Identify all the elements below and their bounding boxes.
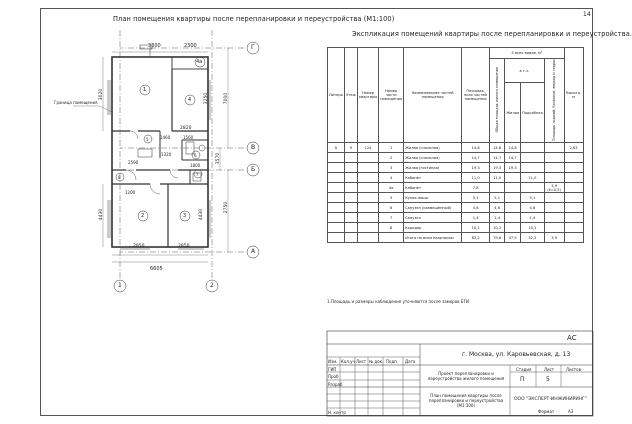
rev-header-doc: № док. — [369, 359, 384, 364]
dim-room2-height: 4430 — [199, 208, 205, 221]
dim-top: 3300 — [148, 43, 161, 49]
dim-bottom-1: 2850 — [178, 244, 190, 249]
person-role-nkontr: Н. контр — [328, 410, 346, 415]
cell-part-number: 5 — [379, 193, 404, 203]
header-part-name: Наименование частей помещения — [404, 48, 462, 143]
cell-litera: А — [328, 143, 345, 153]
cell-aux-area — [521, 153, 545, 163]
dim-left-1: 3020 — [99, 88, 105, 101]
sheet-corner-mark: 14 — [583, 11, 591, 18]
cell-loggia-area — [544, 173, 564, 183]
axis-label-a: А — [251, 248, 256, 255]
room-boundary-legend: Граница помещения — [54, 100, 98, 105]
cell-floor — [344, 173, 357, 183]
room-label-4: 4 — [188, 97, 192, 103]
header-auxiliary: Подсобная — [521, 83, 545, 143]
cell-part-name: Итого по всем квартирам — [404, 233, 462, 243]
cell-living-area — [505, 173, 521, 183]
cell-height — [564, 223, 583, 233]
stamp-sheet-value: 5 — [546, 376, 550, 383]
cell-living-area: 14,7 — [505, 153, 521, 163]
cell-loggia-area — [544, 213, 564, 223]
cell-litera — [328, 203, 345, 213]
dim-top-right: 2300 — [184, 43, 197, 49]
table-row — [328, 173, 584, 183]
stamp-drawing-title: План помещения квартиры после перепланировки и переустройства (М1:100) — [428, 393, 504, 408]
cell-aux-area: 1,4 — [521, 213, 545, 223]
room-label-4a: 4а — [196, 59, 203, 65]
room-label-5: 5 — [146, 137, 149, 142]
cell-loggia-area — [544, 143, 564, 153]
cell-litera — [328, 223, 345, 233]
header-living: Жилая — [505, 83, 521, 143]
cell-apartment: 124 — [357, 143, 378, 153]
cell-height — [564, 233, 583, 243]
cell-living-area — [505, 193, 521, 203]
cell-total-area: 14,7 — [462, 153, 490, 163]
cell-apartment — [357, 173, 378, 183]
cell-part-number: 3 — [379, 163, 404, 173]
header-litera: Литера — [328, 48, 345, 143]
cell-part-name: Жилая (гостиная) — [404, 163, 462, 173]
cell-apartment — [357, 193, 378, 203]
cell-apartment — [357, 163, 378, 173]
cell-apartment — [357, 203, 378, 213]
cell-aux-area: 5,1 — [521, 193, 545, 203]
cell-total-area: 1,4 — [462, 213, 490, 223]
cell-height — [564, 193, 583, 203]
stamp-code: АС — [567, 334, 577, 342]
cell-loggia-area — [544, 153, 564, 163]
cell-loggia-area — [544, 223, 564, 233]
room-label-2: 2 — [141, 213, 145, 219]
cell-loggia-area — [544, 203, 564, 213]
footnote: 1.Площадь и размеры наблюдения уточняются после замеров БТИ — [327, 299, 469, 304]
header-height: Высота, м — [564, 48, 583, 143]
cell-loggia-area: 3,9 — [544, 233, 564, 243]
cell-loggia-area — [544, 193, 564, 203]
header-total-area: Площадь, всех частей помещения — [462, 48, 490, 143]
cell-common-area: 4,6 — [490, 203, 505, 213]
dim-room4-width: 2820 — [180, 126, 192, 131]
room-label-8: 8 — [118, 175, 121, 180]
cell-part-name: Кабинет — [404, 183, 462, 193]
stamp-address: г. Москва, ул. Каровьевская, д. 13 — [462, 351, 571, 358]
cell-common-area: 11,0 — [490, 173, 505, 183]
table-row — [328, 233, 584, 243]
table-row — [328, 183, 584, 193]
cell-apartment — [357, 233, 378, 243]
cell-litera — [328, 163, 345, 173]
cell-part-name: Кухня-ниша — [404, 193, 462, 203]
stamp-sheet-label: Лист — [544, 367, 555, 372]
dim-right-1: 7000 — [224, 92, 230, 105]
cell-total-area: 83,2 — [462, 233, 490, 243]
cell-part-number: 2 — [379, 153, 404, 163]
person-role-gip: ГИП — [328, 367, 337, 372]
dim-mid-1: 2590 — [128, 160, 139, 165]
cell-part-name: Кабинет — [404, 173, 462, 183]
header-common-area: Общая площадь жилого помещения — [495, 67, 500, 133]
room-label-3: 3 — [183, 213, 187, 219]
rev-header-date: Дата — [405, 359, 416, 364]
header-apartment: Номер квартиры — [357, 48, 378, 143]
table-row — [328, 223, 584, 233]
table-row — [328, 153, 584, 163]
room-label-7: 7 — [196, 172, 199, 177]
table-row — [328, 193, 584, 203]
cell-floor — [344, 193, 357, 203]
cell-common-area: 5,1 — [490, 193, 505, 203]
cell-part-number: 4 — [379, 173, 404, 183]
cell-apartment — [357, 153, 378, 163]
dim-left-2: 4430 — [99, 208, 105, 221]
stamp-company: ООО "ЭКСПЕРТ-ИНЖИНИРИНГ" — [514, 397, 587, 402]
table-row — [328, 163, 584, 173]
cell-part-number: 6 — [379, 203, 404, 213]
cell-total-area: 5,1 — [462, 193, 490, 203]
table-row — [328, 143, 584, 153]
cell-aux-area — [521, 183, 545, 193]
cell-total-area: 7,8 — [462, 183, 490, 193]
cell-living-area — [505, 183, 521, 193]
cell-apartment — [357, 213, 378, 223]
cell-common-area: 10,1 — [490, 223, 505, 233]
cell-living-area: 14,8 — [505, 143, 521, 153]
stamp-stage-label: Стадия — [516, 367, 532, 372]
cell-part-name: Коридор — [404, 223, 462, 233]
cell-common-area: 14,7 — [490, 153, 505, 163]
cell-part-name: Санузел (совмещённый) — [404, 203, 462, 213]
cell-living-area: 47,5 — [505, 233, 521, 243]
header-part-number: Номер части помещения — [379, 48, 404, 143]
cell-part-number: 7 — [379, 213, 404, 223]
cell-total-area: 10,1 — [462, 223, 490, 233]
stamp-format-value: А3 — [568, 409, 574, 414]
dim-mid-2: 1800 — [190, 163, 201, 168]
dim-right-2: 2750 — [224, 201, 230, 214]
header-incl: в т.ч. — [505, 59, 545, 83]
cell-apartment — [357, 183, 378, 193]
cell-aux-area: 4,6 — [521, 203, 545, 213]
dim-small-2: 1560 — [183, 135, 194, 140]
explication-title: Экспликация помещений квартиры после перепланировки и переустройства. — [352, 30, 632, 38]
cell-part-name: Санузел — [404, 213, 462, 223]
cell-litera — [328, 213, 345, 223]
person-role-prob: Проб — [328, 374, 339, 379]
cell-loggia-area: 3,9 (k=0,5) — [544, 183, 564, 193]
cell-total-area: 11,0 — [462, 173, 490, 183]
header-loggia: Площадь лоджий, балконов, веранд и террас — [552, 59, 557, 142]
cell-common-area: 14,8 — [490, 143, 505, 153]
cell-total-area: 4,6 — [462, 203, 490, 213]
cell-floor — [344, 183, 357, 193]
header-area-all: S всех видов, м² — [490, 48, 565, 59]
explication-table — [327, 47, 584, 243]
axis-label-b: Б — [251, 166, 256, 173]
person-role-razrab: Разраб — [328, 382, 343, 387]
cell-floor — [344, 163, 357, 173]
room-label-6: 6 — [194, 153, 197, 158]
cell-living-area — [505, 223, 521, 233]
stamp-format-label: Формат — [538, 409, 555, 414]
cell-common-area — [490, 183, 505, 193]
cell-part-number — [379, 233, 404, 243]
stamp-sheets-label: Листов — [566, 367, 581, 372]
cell-floor — [344, 233, 357, 243]
axis-label-v: В — [251, 144, 256, 151]
cell-common-area: 19,3 — [490, 163, 505, 173]
dim-bottom-total: 6605 — [150, 266, 163, 272]
axis-label-2: 2 — [210, 282, 214, 289]
cell-loggia-area — [544, 163, 564, 173]
cell-aux-area: 32,2 — [521, 233, 545, 243]
table-row — [328, 203, 584, 213]
cell-litera — [328, 183, 345, 193]
rev-header-izm: Изм. — [328, 359, 338, 364]
header-floor: Этаж — [344, 48, 357, 143]
cell-floor — [344, 213, 357, 223]
cell-litera — [328, 173, 345, 183]
cell-total-area: 19,3 — [462, 163, 490, 173]
axis-label-g: Г — [251, 44, 255, 51]
cell-common-area: 1,4 — [490, 213, 505, 223]
cell-litera — [328, 153, 345, 163]
dim-bottom-2: 2950 — [133, 244, 145, 249]
room-label-1: 1 — [143, 87, 147, 93]
rev-header-list: Лист — [356, 359, 367, 364]
cell-height — [564, 203, 583, 213]
cell-apartment — [357, 223, 378, 233]
dim-small-3: 1200 — [125, 190, 136, 195]
stamp-stage-value: П — [520, 376, 525, 383]
cell-litera — [328, 233, 345, 243]
plan-title: План помещения квартиры после перепланировки и переустройства (М1:100) — [113, 15, 395, 23]
cell-common-area: 79,6 — [490, 233, 505, 243]
table-row — [328, 213, 584, 223]
cell-height — [564, 213, 583, 223]
cell-living-area — [505, 213, 521, 223]
cell-floor: 9 — [344, 143, 357, 153]
rev-header-kol: Кол.уч — [341, 359, 355, 364]
cell-height — [564, 163, 583, 173]
cell-aux-area — [521, 143, 545, 153]
cell-part-number: 8 — [379, 223, 404, 233]
cell-height: 2,65 — [564, 143, 583, 153]
cell-living-area — [505, 203, 521, 213]
cell-height — [564, 173, 583, 183]
dim-room4-height: 3250 — [204, 92, 210, 105]
dim-small-1: 1460 — [160, 135, 171, 140]
cell-part-name: Жилая (спальная) — [404, 153, 462, 163]
dim-right-3: 3570 — [216, 152, 222, 165]
rev-header-sign: Подп. — [386, 359, 399, 364]
axis-label-1: 1 — [118, 282, 122, 289]
dim-mid-3: 1320 — [161, 152, 172, 157]
cell-height — [564, 183, 583, 193]
cell-litera — [328, 193, 345, 203]
cell-part-number: 4а — [379, 183, 404, 193]
cell-floor — [344, 223, 357, 233]
cell-aux-area: 11,0 — [521, 173, 545, 183]
cell-living-area: 19,3 — [505, 163, 521, 173]
cell-aux-area: 10,1 — [521, 223, 545, 233]
cell-floor — [344, 203, 357, 213]
stamp-project-desc: Проект перепланировки и переустройства жилого помещения — [427, 371, 505, 381]
cell-floor — [344, 153, 357, 163]
cell-height — [564, 153, 583, 163]
cell-total-area: 14,8 — [462, 143, 490, 153]
cell-part-number: 1 — [379, 143, 404, 153]
cell-part-name: Жилая (спальная) — [404, 143, 462, 153]
cell-aux-area — [521, 163, 545, 173]
